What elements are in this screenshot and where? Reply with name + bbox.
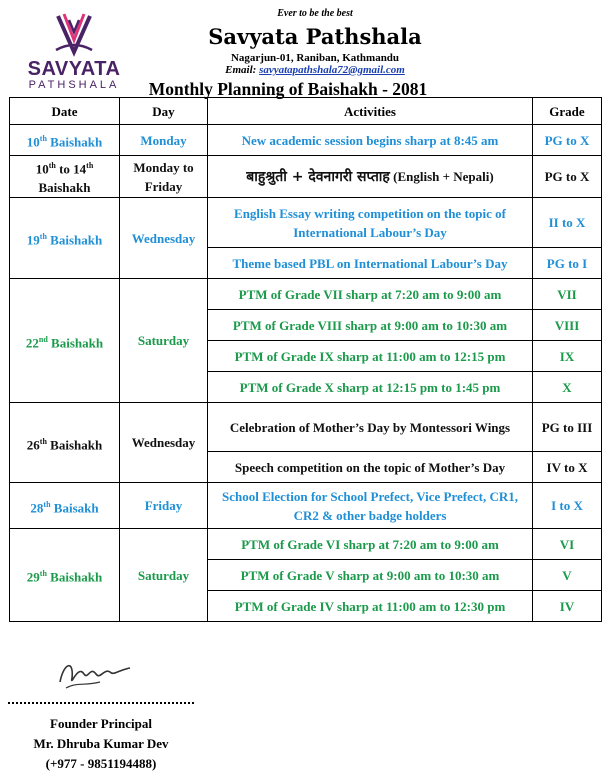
activity-cell: PTM of Grade IV sharp at 11:00 am to 12:30 pm (208, 591, 533, 622)
date-cell (10, 483, 120, 529)
day-cell: Monday to Friday (120, 156, 208, 198)
activity-cell: PTM of Grade IX sharp at 11:00 am to 12:15 pm (208, 341, 533, 372)
activity-cell: Speech competition on the topic of Mother’s Day (208, 452, 533, 483)
grade-cell: PG to III (533, 403, 602, 452)
grade-cell: IV to X (533, 452, 602, 483)
activity-cell: PTM of Grade VI sharp at 7:20 am to 9:00 am (208, 529, 533, 560)
date-cell (10, 156, 120, 198)
logo-text: SAVYATA (27, 58, 121, 80)
column-header-day: Day (120, 98, 208, 125)
page-title: Monthly Planning of Baishakh - 2081 (148, 79, 428, 99)
planning-table (9, 97, 602, 622)
school-name: Savyata Pathshala (208, 24, 422, 49)
table-row (10, 529, 602, 560)
activity-nepali-text: बाहुश्रुती + देवनागरी सप्ताह (246, 168, 390, 185)
grade-cell: I to X (533, 483, 602, 529)
date-ordinal-suffix: th (86, 161, 94, 170)
date-number: 26 (26, 436, 40, 452)
school-logo (14, 8, 134, 92)
signature (56, 652, 136, 696)
date-cell (10, 403, 120, 483)
grade-cell: II to X (533, 198, 602, 248)
day-cell: Saturday (120, 279, 208, 403)
table-row (10, 279, 602, 310)
grade-cell: PG to X (533, 156, 602, 198)
day-cell: Friday (120, 483, 208, 529)
table-row (10, 198, 602, 248)
day-cell: Wednesday (120, 198, 208, 279)
date-ordinal-suffix: th (39, 232, 47, 242)
date-text: Baishakh (46, 232, 103, 248)
day-cell: Wednesday (120, 403, 208, 483)
grade-cell: VII (533, 279, 602, 310)
grade-cell: VI (533, 529, 602, 560)
table-header-row (10, 98, 602, 125)
logo-subtext: PATHSHALA (28, 79, 120, 91)
grade-cell: PG to I (533, 248, 602, 279)
column-header-grade: Grade (533, 98, 602, 125)
date-text: Baishakh (47, 334, 104, 350)
date-ordinal-suffix: th (48, 161, 56, 170)
signatory-role: Founder Principal (50, 716, 152, 731)
activity-cell: PTM of Grade VII sharp at 7:20 am to 9:00 am (208, 279, 533, 310)
date-ordinal-suffix: nd (38, 334, 48, 344)
table-row (10, 403, 602, 452)
date-number: 10 (35, 161, 49, 177)
grade-cell: IX (533, 341, 602, 372)
date-ordinal-suffix: th (43, 499, 51, 509)
date-ordinal-suffix: th (39, 133, 47, 143)
table-row (10, 125, 602, 156)
email-label: Email: (225, 64, 257, 76)
date-number: 29 (26, 569, 40, 585)
date-ordinal-suffix: th (39, 569, 47, 579)
activity-cell: New academic session begins sharp at 8:45 am (208, 125, 533, 156)
activity-cell: English Essay writing competition on the topic of International Labour’s Day (208, 198, 533, 248)
signatory-phone: (+977 - 9851194488) (45, 756, 157, 771)
date-number: 10 (26, 134, 40, 150)
grade-cell: X (533, 372, 602, 403)
date-text: Baishakh (46, 436, 103, 452)
signature-line (8, 702, 194, 704)
date-text: Baisakh (50, 499, 99, 515)
logo-emblem-icon (54, 10, 94, 58)
email-link[interactable]: savyatapathshala72@gmail.com (259, 64, 405, 76)
column-header-activities: Activities (208, 98, 533, 125)
signatory-name: Mr. Dhruba Kumar Dev (33, 736, 169, 751)
activity-cell: PTM of Grade VIII sharp at 9:00 am to 10:30 am (208, 310, 533, 341)
school-address: Nagarjun-01, Raniban, Kathmandu (230, 52, 400, 64)
date-cell (10, 198, 120, 279)
table-row (10, 483, 602, 529)
column-header-date: Date (10, 98, 120, 125)
table-row (10, 156, 602, 198)
school-motto: Ever to be the best (277, 8, 353, 19)
date-text: Baishakh (38, 180, 91, 196)
grade-cell: V (533, 560, 602, 591)
date-number: 22 (25, 334, 39, 350)
date-cell (10, 529, 120, 622)
school-email-line (150, 64, 480, 76)
date-ordinal-suffix: th (39, 436, 47, 446)
date-cell (10, 279, 120, 403)
grade-cell: IV (533, 591, 602, 622)
activity-cell: Celebration of Mother’s Day by Montessori Wings (208, 403, 533, 452)
date-cell (10, 125, 120, 156)
activity-cell: PTM of Grade X sharp at 12:15 pm to 1:45 pm (208, 372, 533, 403)
activity-cell: School Election for School Prefect, Vice Prefect, CR1, CR2 & other badge holders (208, 483, 533, 529)
date-number: 28 (30, 499, 44, 515)
date-text: Baishakh (46, 569, 103, 585)
day-cell: Monday (120, 125, 208, 156)
activity-cell: Theme based PBL on International Labour’s Day (208, 248, 533, 279)
date-text: Baishakh (46, 134, 103, 150)
grade-cell: VIII (533, 310, 602, 341)
activity-text: (English + Nepali) (393, 168, 494, 184)
activity-cell: PTM of Grade V sharp at 9:00 am to 10:30 am (208, 560, 533, 591)
day-cell: Saturday (120, 529, 208, 622)
date-number: 19 (26, 232, 40, 248)
activity-cell (208, 156, 533, 198)
grade-cell: PG to X (533, 125, 602, 156)
date-text: to 14 (55, 161, 87, 177)
